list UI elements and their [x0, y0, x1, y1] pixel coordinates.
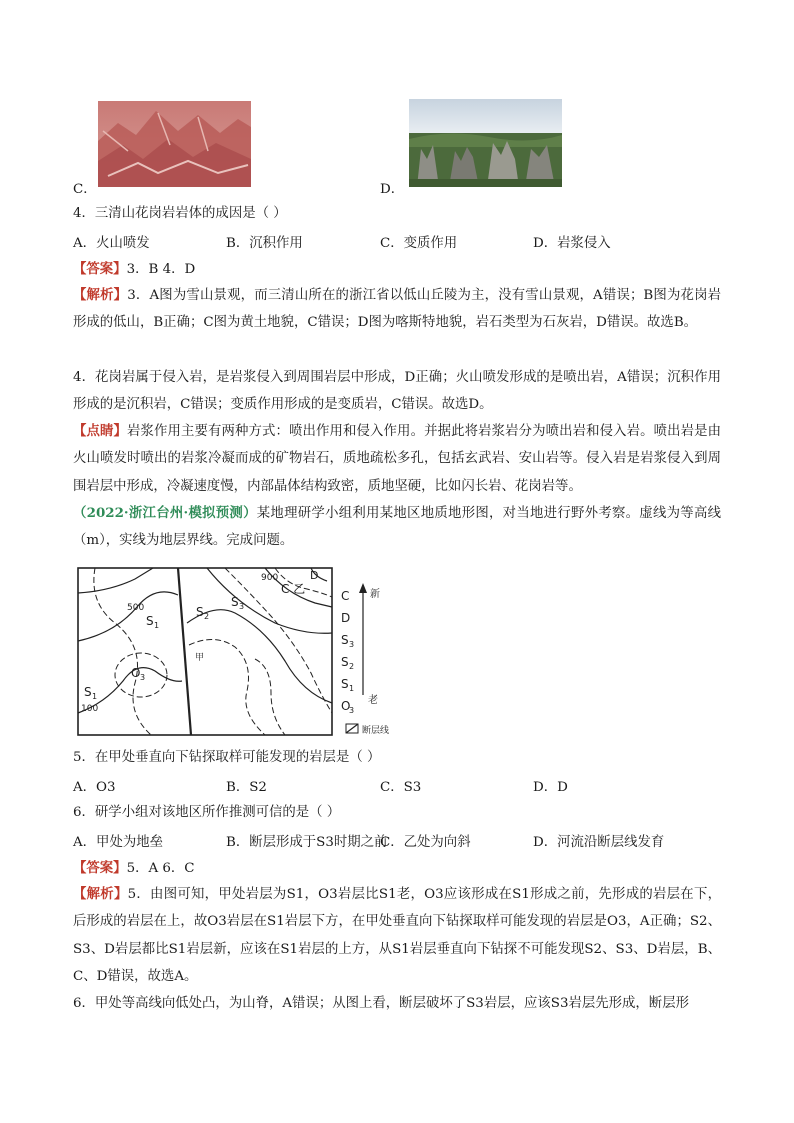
q5-option-c: C．S3 — [380, 780, 422, 795]
q5-option-d: D．D — [533, 780, 568, 795]
stratum-label-s3: S — [231, 595, 239, 609]
q4-option-d: D．岩浆侵入 — [533, 236, 611, 251]
contour-label-500: 500 — [127, 603, 145, 613]
legend-stratum: S — [341, 677, 349, 691]
stratum-label-s2: S — [196, 605, 204, 619]
stratum-label-d: D — [310, 569, 319, 582]
q5-option-a: A．O3 — [73, 780, 116, 795]
legend-new-label: 新 — [370, 589, 380, 600]
stratum-label-s1-sub: 1 — [154, 621, 160, 630]
legend-stratum: C — [341, 589, 350, 603]
analysis-tag: 【解析】 — [73, 287, 128, 303]
q6-option-d: D．河流沿断层线发育 — [533, 835, 665, 850]
stratum-label-o3: O — [131, 666, 141, 680]
q6-option-a: A．甲处为地垒 — [73, 835, 164, 850]
geologic-map — [75, 563, 411, 739]
stratum-label-s2-sub: 2 — [204, 612, 210, 621]
answer-block-1 — [73, 259, 195, 280]
stratum-label-s1: S — [146, 614, 154, 628]
answer-block-2 — [73, 858, 195, 879]
legend-stratum: S — [341, 633, 349, 647]
legend-stratum-sub: 3 — [349, 706, 355, 715]
question-6-stem: 6．研学小组对该地区所作推测可信的是（ ） — [73, 805, 341, 820]
q4-option-c: C．变质作用 — [380, 236, 458, 251]
analysis-block-1 — [73, 282, 721, 337]
stone-forest-karst-photo — [409, 99, 562, 187]
contour-label-900: 900 — [261, 573, 279, 583]
source-tag: （2022·浙江台州·模拟预测） — [73, 505, 257, 521]
contour-label-100: 100 — [81, 704, 99, 714]
arrow-up-icon — [359, 583, 367, 593]
intro-block — [73, 500, 721, 555]
yi-location-label: C 乙 — [281, 582, 306, 596]
option-c-label: C． — [73, 182, 97, 197]
fault-legend-label: 断层线 — [362, 726, 390, 736]
question-4-stem: 4．三清山花岗岩岩体的成因是（ ） — [73, 206, 287, 221]
question-5-stem: 5．在甲处垂直向下钻探取样可能发现的岩层是（ ） — [73, 750, 381, 765]
legend-stratum-sub: 3 — [349, 640, 355, 649]
analysis-block-2 — [73, 881, 721, 990]
q4-option-b: B．沉积作用 — [226, 236, 303, 251]
legend-stratum: D — [341, 611, 351, 625]
answer-text: 3．B 4．D — [126, 262, 196, 277]
stratum-label-s1-lower: S — [84, 685, 92, 699]
answer-tag: 【答案】 — [73, 261, 127, 277]
point-text: 岩浆作用主要有两种方式：喷出作用和侵入作用。并据此将岩浆岩分为喷出岩和侵入岩。喷出岩是由火山喷发时喷出的岩浆冷凝而成的矿物岩石，质地疏松多孔，包括玄武岩、安山岩等。侵入岩是岩浆侵入到周围岩层中形成，冷凝速度慢，内部晶体结构致密，质地坚硬，比如闪长岩、花岗岩等。 — [73, 424, 722, 494]
strata-legend — [341, 589, 354, 715]
analysis-q6: 6．甲处等高线向低处凸，为山脊，A错误；从图上看，断层破坏了S3岩层，应该S3岩层先形成，断层形 — [73, 996, 689, 1011]
q6-option-b: B．断层形成于S3时期之前 — [226, 835, 388, 850]
analysis-tag: 【解析】 — [73, 886, 128, 902]
jia-location-label: 甲 — [195, 653, 205, 663]
q5-option-b: B．S2 — [226, 780, 267, 795]
q4-option-a: A．火山喷发 — [73, 236, 150, 251]
stratum-label-o3-sub: 3 — [140, 673, 146, 682]
answer-text: 5．A 6．C — [126, 861, 195, 876]
stratum-label-s3-sub: 3 — [239, 602, 245, 611]
stratum-label-s1-lower-sub: 1 — [92, 692, 98, 701]
legend-stratum: S — [341, 655, 349, 669]
legend-old-label: 老 — [368, 695, 378, 706]
analysis-text: 5．由图可知，甲处岩层为S1，O3岩层比S1老，O3应该形成在S1形成之前，先形成的岩层在下，后形成的岩层在上，故O3岩层在S1岩层下方，在甲处垂直向下钻探取样可能发现的岩层是O3，A正确；S2、S3、D岩层都比S1岩层新，应该在S1岩层的上方，从S1岩层垂直向下钻探不可能发现S2、S3、D岩层，B、C、D错误，故选A。 — [73, 887, 721, 984]
analysis-text: 3．A图为雪山景观，而三清山所在的浙江省以低山丘陵为主，没有雪山景观，A错误；B图为花岗岩形成的低山，B正确；C图为黄土地貌，C错误；D图为喀斯特地貌，岩石类型为石灰岩，D错误。故选B。 — [73, 288, 722, 331]
q6-option-c: C．乙处为向斜 — [380, 835, 471, 850]
intro-text: 某地理研学小组利用某地区地质地形图，对当地进行野外考察。虚线为等高线（m），实线为地层界线。完成问题。 — [73, 506, 722, 549]
analysis-q4: 4．花岗岩属于侵入岩，是岩浆侵入到周围岩层中形成，D正确；火山喷发形成的是喷出岩，A错误；沉积作用形成的是沉积岩，C错误；变质作用形成的是变质岩，C错误。故选D。 — [73, 370, 721, 413]
point-block — [73, 418, 721, 500]
option-d-label: D． — [380, 182, 405, 197]
point-tag: 【点睛】 — [73, 423, 128, 439]
legend-stratum: O — [341, 699, 351, 713]
legend-stratum-sub: 2 — [349, 662, 355, 671]
red-mountain-photo — [98, 101, 251, 187]
answer-tag: 【答案】 — [73, 860, 127, 876]
legend-stratum-sub: 1 — [349, 684, 355, 693]
